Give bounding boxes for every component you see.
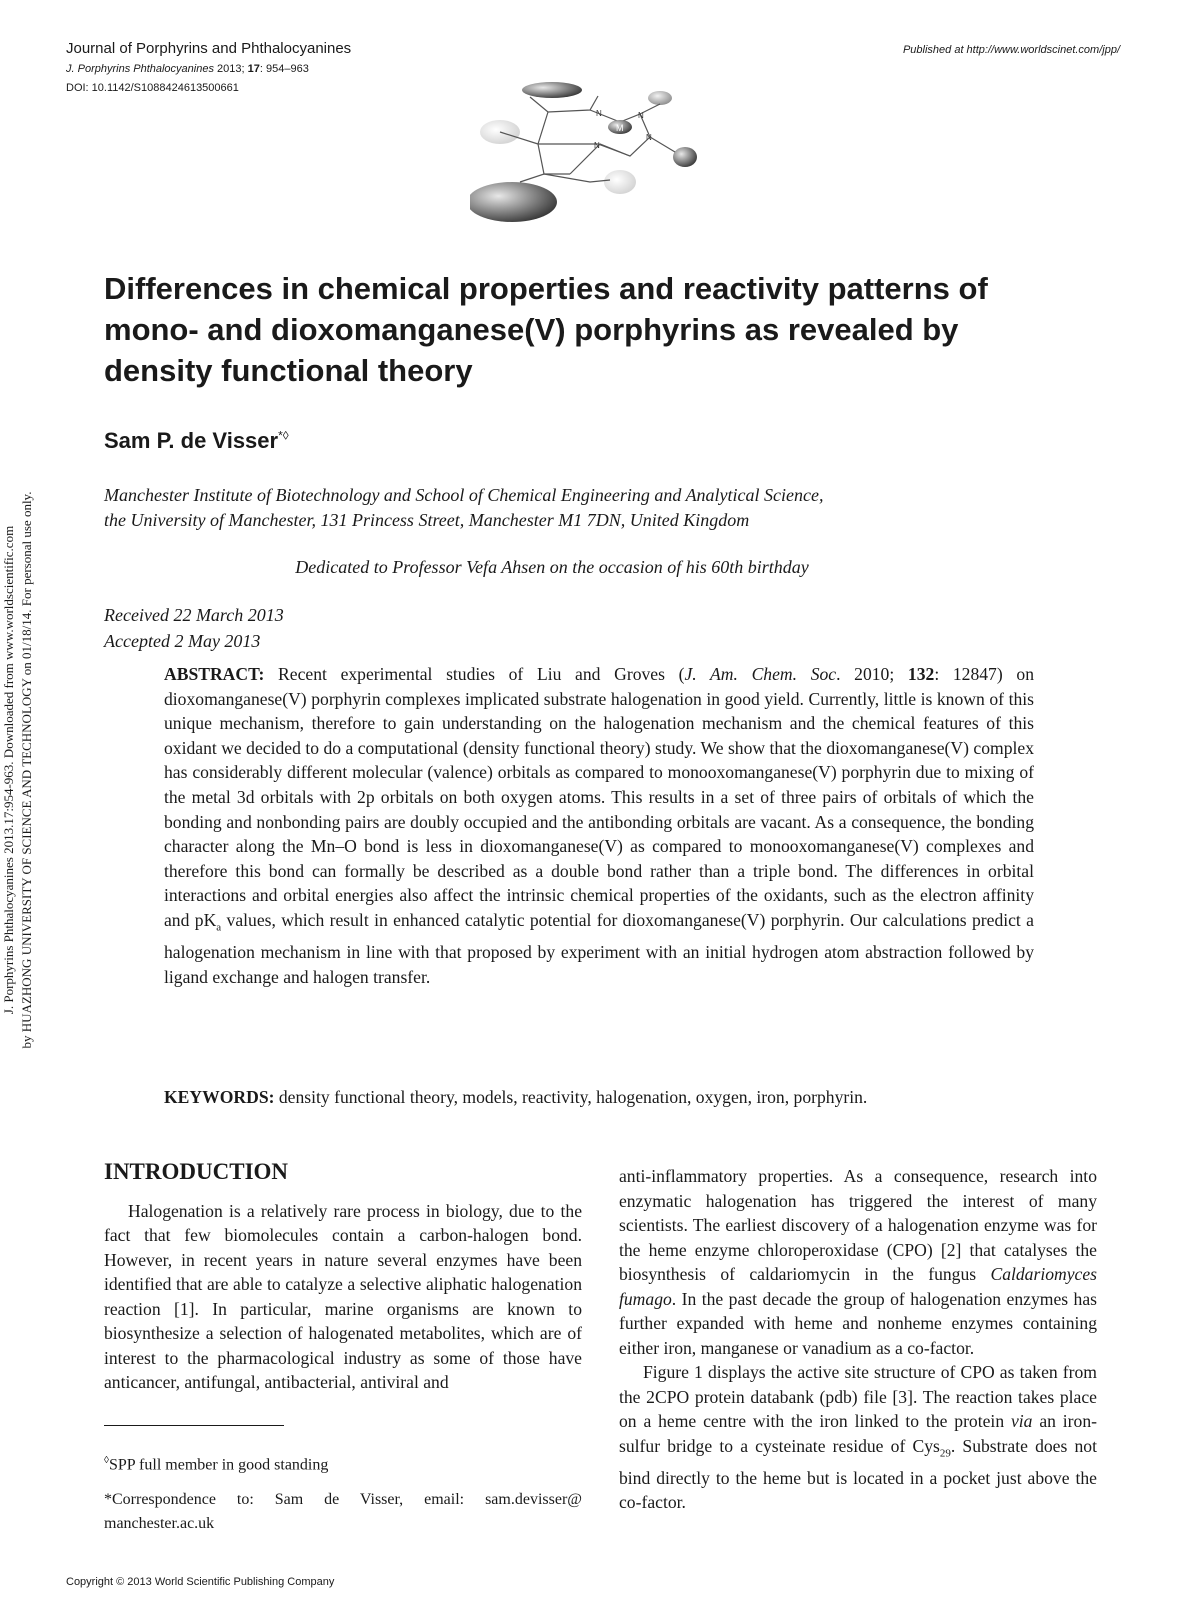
affiliation <box>104 483 1004 533</box>
keywords-label: KEYWORDS: <box>164 1087 275 1107</box>
abstract-subscript: a <box>216 921 222 934</box>
column-left <box>104 1160 582 1395</box>
intro-text: Figure 1 displays the active site structure of CPO as taken from the 2CPO protein databank (pdb) file [3]. The reaction takes place on a heme centre with the iron linked to the protein <box>619 1362 1097 1431</box>
abstract-text: . 2010; <box>836 664 908 684</box>
article-dates <box>104 602 284 654</box>
citation-volume: 17 <box>247 63 260 75</box>
keywords-list: density functional theory, models, reactivity, halogenation, oxygen, iron, porphyrin. <box>274 1087 868 1107</box>
doi: DOI: 10.1142/S1088424613500661 <box>66 82 239 94</box>
column-right <box>619 1164 1097 1515</box>
intro-text: . Substrate does not bind directly to the heme but is located in a pocket just above the co-factor. <box>619 1435 1097 1513</box>
section-heading-introduction: INTRODUCTION <box>104 1159 289 1184</box>
keywords <box>164 1085 1034 1109</box>
logo-atom-m: M <box>616 123 624 133</box>
footnote-rule <box>104 1425 284 1426</box>
logo-atom-n: N <box>596 109 602 118</box>
footnote-text: SPP full member in good standing <box>108 1456 329 1474</box>
journal-citation <box>66 63 309 75</box>
citation-journal-abbrev: J. Porphyrins Phthalocyanines <box>66 63 214 75</box>
abstract-text: Recent experimental studies of Liu and Groves ( <box>264 664 685 684</box>
published-url[interactable]: Published at http://www.worldscinet.com/jpp/ <box>902 44 1120 56</box>
intro-paragraph-1: Halogenation is a relatively rare process in biology, due to the fact that few biomolecules contain a carbon-halogen bond. However, in recent years in nature several enzymes have been identified that are able to catalyze a selective aliphatic halogenation reaction [1]. In particular, marine organisms are known to biosynthesize a selection of halogenated metabolites, which are of interest to the pharmacological industry as some of those have anticancer, antifungal, antibacterial, antiviral and <box>104 1200 582 1392</box>
logo-lobe-top-right <box>648 91 672 105</box>
abstract-text: values, which result in enhanced catalytic potential for dioxomanganese(V) porphyrin. Our calculations predict a halogenation mechanism in line with that proposed by experiment with an initial hydrogen atom abstraction followed by ligand exchange and halogen transfer. <box>164 909 1034 987</box>
footnote-mark: ◊ <box>104 1455 109 1466</box>
copyright: Copyright © 2013 World Scientific Publishing Company <box>66 1576 335 1588</box>
logo-atom-n: N <box>594 141 600 150</box>
intro-text: anti-inflammatory properties. As a consequence, research into enzymatic halogenation has triggered the interest of many scientists. The earliest discovery of a halogenation enzyme was for the heme enzyme chloroperoxidase (CPO) [2] that catalyses the biosynthesis of caldariomycin in the fungus <box>619 1166 1097 1284</box>
side-note-line-2: by HUAZHONG UNIVERSITY OF SCIENCE AND TECHNOLOGY on 01/18/14. For personal use only. <box>19 491 34 1049</box>
abstract-volume: 132 <box>907 664 935 684</box>
paper-title: Differences in chemical properties and reactivity patterns of mono- and dioxomanganese(V) porphyrins as revealed by density functional theory <box>104 271 988 388</box>
species-name: Caldariomyces fumago <box>619 1264 1097 1309</box>
received-date: Received 22 March 2013 <box>104 605 284 625</box>
residue-subscript: 29 <box>939 1447 951 1460</box>
intro-paragraph-3 <box>619 1360 1097 1515</box>
author <box>104 428 289 454</box>
accepted-date: Accepted 2 May 2013 <box>104 631 261 651</box>
citation-year: 2013; <box>217 63 245 75</box>
affiliation-line-2: the University of Manchester, 131 Princess Street, Manchester M1 7DN, United Kingdom <box>104 510 750 530</box>
citation-pages: : 954–963 <box>259 63 309 75</box>
abstract <box>164 662 1034 989</box>
intro-text: an iron-sulfur bridge to a cysteinate residue of Cys <box>619 1411 1097 1456</box>
intro-text: . In the past decade the group of halogenation enzymes has further expanded with heme and nonheme enzymes containing either iron, manganese or vanadium as a co-factor. <box>619 1288 1097 1358</box>
logo-lobe-right <box>673 147 697 167</box>
via-italic: via <box>1010 1411 1033 1431</box>
logo-lobe-bottom <box>604 170 636 194</box>
logo-atom-n: N <box>646 133 652 142</box>
footnote-spp <box>104 1455 582 1474</box>
affiliation-line-1: Manchester Institute of Biotechnology and School of Chemical Engineering and Analytical Science, <box>104 485 824 505</box>
footnote-correspondence: *Correspondence to: Sam de Visser, email: sam.devisser@ manchester.ac.uk <box>104 1491 582 1532</box>
author-marks: *◊ <box>278 428 289 443</box>
side-note-line-1: J. Porphyrins Phthalocyanines 2013.17:954-963. Downloaded from www.worldscientific.com <box>1 525 16 1015</box>
porphyrin-molecule-logo <box>470 82 730 232</box>
download-side-note <box>0 390 36 1150</box>
intro-paragraph-2 <box>619 1164 1097 1360</box>
abstract-journal: J. Am. Chem. Soc <box>684 664 837 684</box>
logo-lobe-top <box>522 82 582 98</box>
logo-atom-n: N <box>638 111 644 120</box>
dedication: Dedicated to Professor Vefa Ahsen on the occasion of his 60th birthday <box>295 557 809 577</box>
journal-name: Journal of Porphyrins and Phthalocyanines <box>66 40 352 57</box>
abstract-text: : 12847) on dioxomanganese(V) porphyrin complexes implicated substrate halogenation in good yield. Currently, little is known of this unique mechanism, therefore to gain understanding on the halogenation mechanism and the chemical features of this oxidant we decided to do a computational (density functional theory) study. We show that the dioxomanganese(V) complex has considerably different molecular (valence) orbitals as compared to monooxomanganese(V) porphyrin due to mixing of the metal 3d orbitals with 2p orbitals on both oxygen atoms. This results in a set of three pairs of orbitals of which the bonding and nonbonding pairs are doubly occupied and the antibonding orbitals are vacant. As a consequence, the bonding character along the Mn–O bond is less in dioxomanganese(V) as compared to monooxomanganese(V) complexes and therefore this bond can formally be described as a double bond rather than a triple bond. The differences in orbital interactions and orbital energies also affect the intrinsic chemical properties of the oxidants, such as the electron affinity and pK <box>164 664 1034 930</box>
abstract-label: ABSTRACT: <box>164 664 265 684</box>
author-name: Sam P. de Visser <box>104 428 279 453</box>
logo-lobe-bottom-left <box>470 182 557 222</box>
